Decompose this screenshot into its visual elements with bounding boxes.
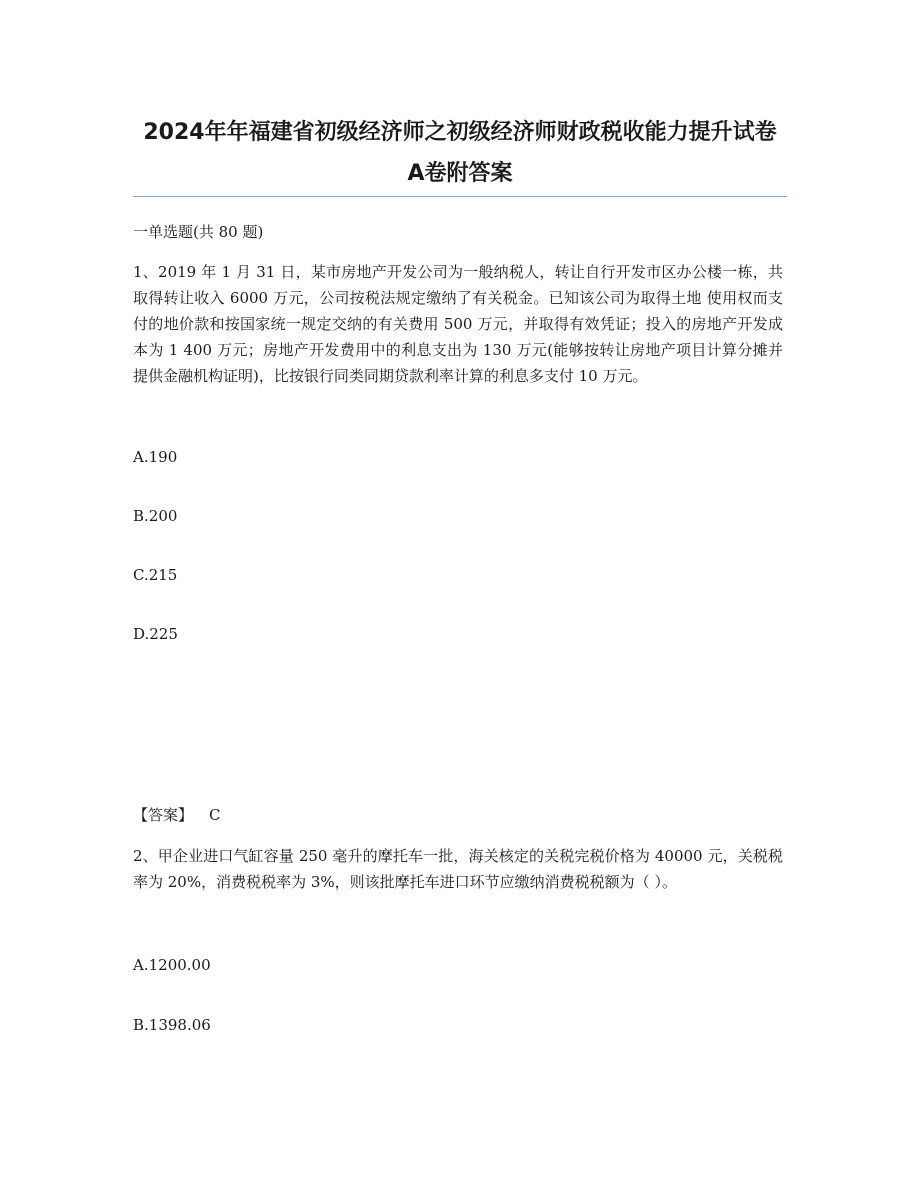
question-2-option-a: A.1200.00 bbox=[133, 956, 211, 974]
question-1-option-d: D.225 bbox=[133, 625, 178, 643]
question-1-option-c: C.215 bbox=[133, 566, 178, 584]
question-2-text: 2、甲企业进口气缸容量 250 毫升的摩托车一批，海关核定的关税完税价格为 40000 元，关税税率为 20%，消费税税率为 3%，则该批摩托车进口环节应缴纳消费税税额为（ ）。 bbox=[133, 847, 783, 891]
question-1-option-a: A.190 bbox=[133, 448, 178, 466]
answer-label: 【答案】 bbox=[133, 806, 194, 824]
question-2-option-b: B.1398.06 bbox=[133, 1016, 211, 1034]
question-1-text: 1、2019 年 1 月 31 日，某市房地产开发公司为一般纳税人，转让自行开发市区办公楼一栋，共取得转让收入 6000 万元，公司按税法规定缴纳了有关税金。已知该公司为取得土地 使用权而支付的地价款和按国家统一规定交纳的有关费用 500 万元，并取得有效凭证；投入的房地产开发成本为 1 400 万元；房地产开发费用中的利息支出为 130 万元(能够按转让房地产项目计算分摊并提供金融机构证明)，比按银行同类同期贷款利率计算的利息多支付 10 万元。 bbox=[133, 263, 783, 385]
document-title: 2024年年福建省初级经济师之初级经济师财政税收能力提升试卷A卷附答案 bbox=[143, 120, 777, 186]
question-1-option-b: B.200 bbox=[133, 507, 178, 525]
section-label: 一单选题(共 80 题) bbox=[133, 223, 264, 241]
question-1-answer bbox=[133, 803, 221, 827]
answer-value: C bbox=[209, 806, 221, 824]
title-divider bbox=[133, 196, 787, 197]
